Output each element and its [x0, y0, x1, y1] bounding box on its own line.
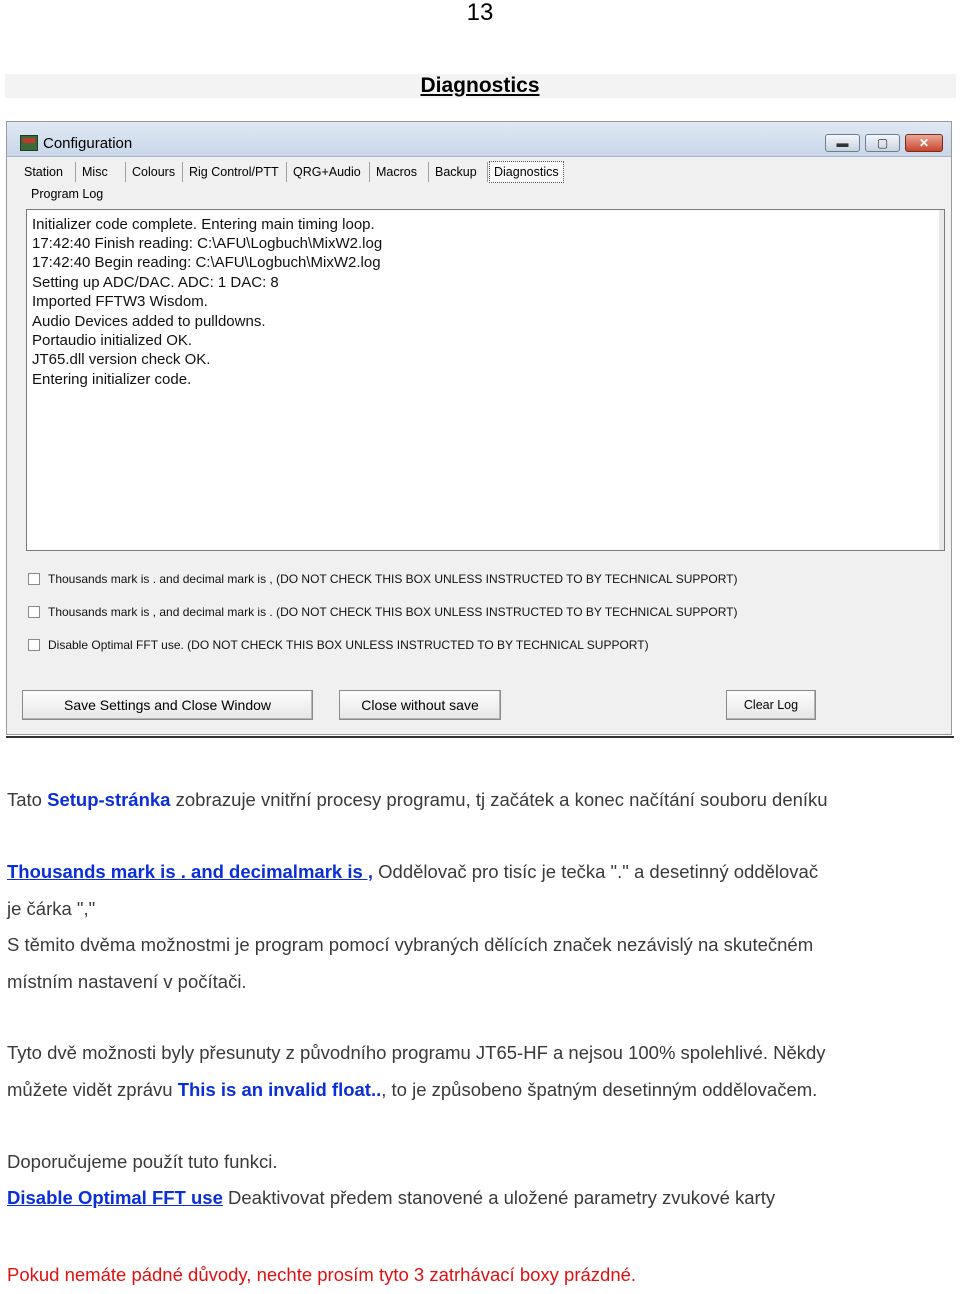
paragraph-moved-a: Tyto dvě možnosti byly přesunuty z původního programu JT65-HF a nejsou 100% spolehlivé. Někdy	[7, 1042, 826, 1063]
tab-rig-control[interactable]: Rig Control/PTT	[189, 165, 279, 179]
maximize-button[interactable]: ▢	[865, 134, 900, 152]
text: můžete vidět zprávu	[7, 1079, 178, 1100]
paragraph-disable-fft	[7, 1187, 775, 1209]
tab-diagnostics[interactable]: Diagnostics	[489, 161, 564, 183]
warning-text: Pokud nemáte pádné důvody, nechte prosím tyto 3 zatrhávací boxy prázdné.	[7, 1264, 637, 1285]
tab-separator	[428, 162, 429, 182]
tab-separator	[286, 162, 287, 182]
log-line: Entering initializer code.	[32, 371, 192, 388]
invalid-float-message: This is an invalid float..	[177, 1079, 382, 1100]
tab-separator	[487, 162, 488, 182]
tab-colours[interactable]: Colours	[132, 165, 176, 179]
log-line: 17:42:40 Finish reading: C:\AFU\Logbuch\MixW2.log	[32, 235, 383, 252]
log-line: Imported FFTW3 Wisdom.	[32, 293, 208, 310]
thousands-comma-checkbox[interactable]	[28, 606, 40, 618]
setup-page-term: Setup-stránka	[47, 789, 171, 810]
configuration-window	[6, 121, 952, 735]
thousands-dot-checkbox[interactable]	[28, 573, 40, 585]
disable-fft-link[interactable]: Disable Optimal FFT use	[7, 1187, 223, 1208]
minimize-button[interactable]: ▬	[825, 134, 860, 152]
tab-qrg-audio[interactable]: QRG+Audio	[293, 165, 361, 179]
page-number: 13	[466, 0, 494, 26]
text: Deaktivovat předem stanovené a uložené parametry zvukové karty	[222, 1187, 776, 1208]
tab-separator	[182, 162, 183, 182]
text: , to je způsobeno špatným desetinným oddělovačem.	[381, 1079, 818, 1100]
paragraph-thousands	[7, 861, 818, 883]
option-label: Thousands mark is , and decimal mark is . (DO NOT CHECK THIS BOX UNLESS INSTRUCTED TO BY TECHNICAL SUPPORT)	[48, 605, 738, 619]
figure-underline	[6, 736, 954, 738]
text: Oddělovač pro tisíc je tečka "." a desetinný oddělovač	[373, 861, 819, 882]
text: Tato	[7, 789, 48, 810]
log-line: Initializer code complete. Entering main timing loop.	[32, 216, 375, 233]
paragraph-moved-b	[7, 1079, 817, 1101]
paragraph-recommend: Doporučujeme použít tuto funkci.	[7, 1151, 278, 1172]
log-scrollbar[interactable]	[939, 210, 944, 550]
thousands-mark-link[interactable]: Thousands mark is . and decimalmark is ,	[7, 861, 374, 882]
close-without-save-button[interactable]: Close without save	[339, 690, 501, 720]
paragraph-options-a: S těmito dvěma možnostmi je program pomocí vybraných dělících značek nezávislý na skutečném	[7, 934, 814, 955]
program-log-textarea[interactable]	[26, 209, 945, 551]
subtab-program-log[interactable]: Program Log	[31, 187, 104, 201]
tab-separator	[75, 162, 76, 182]
paragraph-thousands-cont: je čárka ","	[7, 898, 96, 919]
app-icon	[20, 135, 38, 151]
option-label: Disable Optimal FFT use. (DO NOT CHECK THIS BOX UNLESS INSTRUCTED TO BY TECHNICAL SUPPORT)	[48, 638, 649, 652]
close-button[interactable]: ✕	[905, 134, 943, 152]
save-and-close-button[interactable]: Save Settings and Close Window	[22, 690, 313, 720]
paragraph-options-b: místním nastavení v počítači.	[7, 971, 247, 992]
log-line: Portaudio initialized OK.	[32, 332, 193, 349]
log-line: Audio Devices added to pulldowns.	[32, 313, 266, 330]
tab-separator	[125, 162, 126, 182]
page-heading: Diagnostics	[420, 74, 540, 97]
tab-station[interactable]: Station	[24, 165, 63, 179]
tab-backup[interactable]: Backup	[435, 165, 477, 179]
title-bar	[7, 122, 951, 157]
tab-misc[interactable]: Misc	[82, 165, 108, 179]
text: zobrazuje vnitřní procesy programu, tj začátek a konec načítání souboru deníku	[170, 789, 828, 810]
log-line: 17:42:40 Begin reading: C:\AFU\Logbuch\MixW2.log	[32, 254, 381, 271]
tab-macros[interactable]: Macros	[376, 165, 417, 179]
disable-fft-checkbox[interactable]	[28, 639, 40, 651]
tab-separator	[369, 162, 370, 182]
log-line: Setting up ADC/DAC. ADC: 1 DAC: 8	[32, 274, 279, 291]
log-line: JT65.dll version check OK.	[32, 351, 211, 368]
clear-log-button[interactable]: Clear Log	[726, 690, 816, 720]
window-title: Configuration	[43, 135, 133, 152]
paragraph-intro	[7, 789, 828, 811]
option-label: Thousands mark is . and decimal mark is , (DO NOT CHECK THIS BOX UNLESS INSTRUCTED TO BY TECHNICAL SUPPORT)	[48, 572, 738, 586]
